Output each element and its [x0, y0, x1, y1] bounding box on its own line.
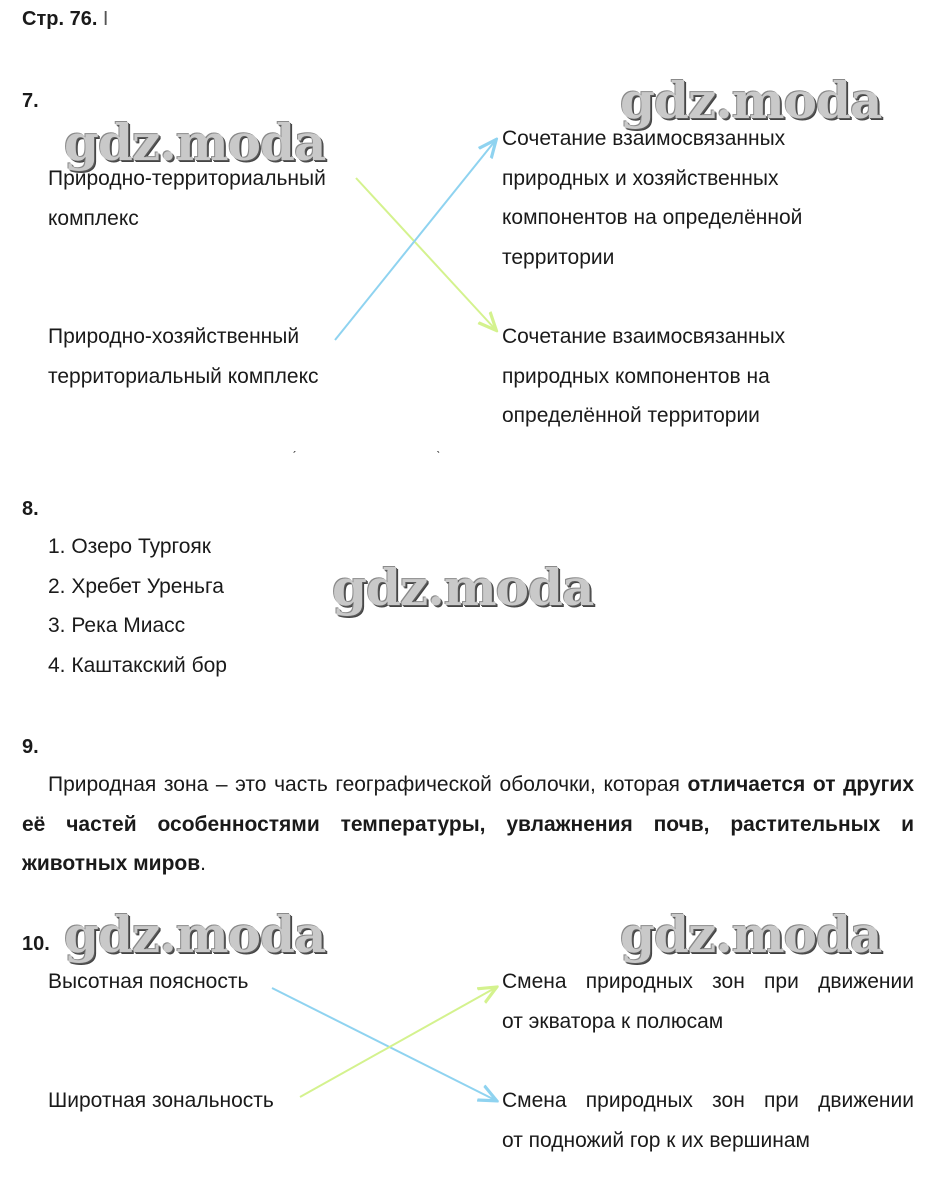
- text-line: Природно-территориальный: [48, 167, 326, 190]
- text-line: Природно-хозяйственный: [48, 325, 300, 348]
- watermark-logo: gdz.moda: [620, 905, 882, 964]
- text-line: территориальный комплекс: [48, 364, 319, 388]
- task8-number: 8.: [22, 498, 39, 520]
- task7-arrow-green: [356, 178, 495, 329]
- task7-number: 7.: [22, 90, 39, 112]
- text-line: от экватора к полюсам: [502, 1009, 724, 1033]
- task7-left-term-2: [48, 317, 319, 396]
- task10-arrow-blue: [272, 988, 495, 1100]
- task7-left-term-1: [48, 159, 326, 238]
- text-line: природных компонентов на: [502, 364, 770, 388]
- task7-right-definition-1: [502, 119, 802, 277]
- list-item: 3. Река Миасс: [48, 614, 186, 637]
- task9-text-plain: Природная зона – это часть географической оболочки, которая: [48, 773, 688, 796]
- stray-mark: ˋ: [436, 448, 441, 464]
- task10-left-term-2: Широтная зональность: [48, 1089, 274, 1112]
- text-line: территории: [502, 245, 615, 269]
- list-item: 2. Хребет Уреньга: [48, 574, 224, 598]
- page-label: Стр. 76.: [22, 8, 98, 30]
- text-line: Сочетание взаимосвязанных: [502, 127, 786, 150]
- watermark-logo: gdz.moda: [620, 71, 882, 130]
- stray-mark: ˊ: [292, 448, 297, 464]
- watermark-logo: gdz.moda: [64, 905, 326, 964]
- page-header: Стр. 76. I: [22, 8, 109, 30]
- text-line: компонентов на определённой: [502, 206, 803, 229]
- list-item: 4. Каштакский бор: [48, 653, 227, 677]
- text-line: Смена природных зон при движении: [502, 970, 914, 993]
- text-line: от подножий гор к их вершинам: [502, 1128, 810, 1152]
- task9-text-end: .: [200, 852, 207, 875]
- task7-arrow-blue: [335, 141, 495, 340]
- task10-right-definition-2: [502, 1081, 914, 1160]
- task10-number: 10.: [22, 933, 50, 955]
- task10-right-definition-1: [502, 962, 914, 1041]
- text-line: Смена природных зон при движении: [502, 1089, 914, 1112]
- watermark-logo: gdz.moda: [64, 113, 326, 172]
- task9-paragraph: [22, 765, 914, 884]
- task10-left-term-1: Высотная поясность: [48, 970, 249, 993]
- text-line: природных и хозяйственных: [502, 166, 779, 190]
- task10-arrow-green: [300, 988, 495, 1097]
- text-line: комплекс: [48, 206, 139, 230]
- task7-right-definition-2: [502, 317, 785, 436]
- task9-number: 9.: [22, 736, 39, 758]
- task8-list: [48, 527, 227, 685]
- list-item: 1. Озеро Тургояк: [48, 535, 211, 558]
- task9-text-bold: отличается от других её частей особенностями температуры, увлажнения почв, растительных и животных миров: [22, 773, 914, 875]
- text-line: Сочетание взаимосвязанных: [502, 325, 786, 348]
- watermark-logo: gdz.moda: [332, 558, 594, 617]
- text-line: определённой территории: [502, 404, 760, 427]
